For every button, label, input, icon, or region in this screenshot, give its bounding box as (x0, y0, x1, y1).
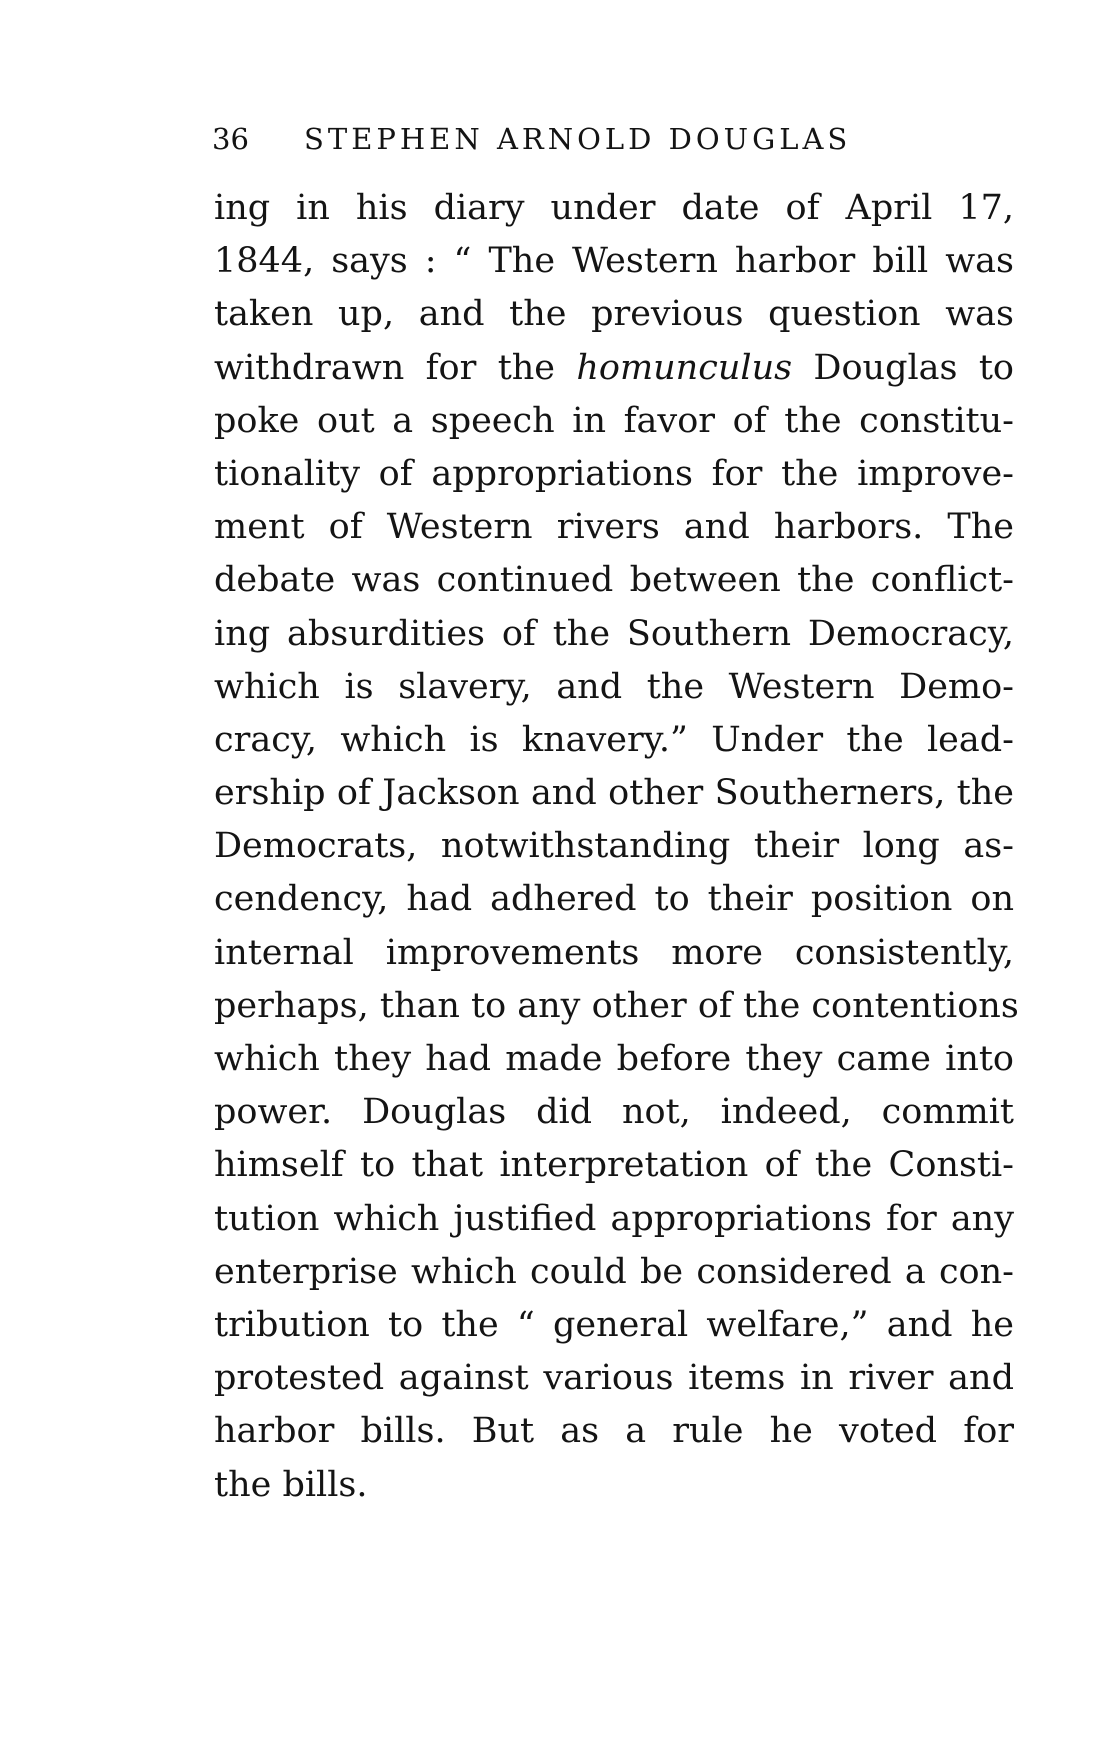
text-line: enterprise which could be considered a con- (214, 1251, 1014, 1292)
text-line: ership of Jackson and other Southerners, the (214, 773, 1014, 814)
text-line: debate was continued between the conflict- (214, 560, 1014, 601)
text-line: 1844, says : “ The Western harbor bill was (214, 241, 1014, 282)
text-line: which is slavery, and the Western Demo- (214, 666, 1014, 707)
text-line: ing absurdities of the Southern Democracy, (214, 613, 1014, 654)
text-line: ing in his diary under date of April 17, (214, 188, 1014, 228)
text-line: the bills. (214, 1464, 368, 1505)
text-run: withdrawn for the (214, 347, 577, 388)
text-line: poke out a speech in favor of the constitu- (214, 400, 1014, 441)
text-line: taken up, and the previous question was (214, 294, 1014, 335)
text-line: tionality of appropriations for the improve- (214, 453, 1014, 494)
text-line: himself to that interpretation of the Consti- (214, 1145, 1014, 1186)
text-line (214, 342, 1014, 395)
text-line: cendency, had adhered to their position on (214, 879, 1014, 920)
text-line: power. Douglas did not, indeed, commit (214, 1092, 1014, 1133)
text-line: harbor bills. But as a rule he voted for (214, 1411, 1014, 1452)
text-line: perhaps, than to any other of the contentions (214, 985, 1019, 1026)
italic-term: homunculus (576, 347, 793, 388)
text-run: Douglas to (792, 347, 1014, 388)
running-head (212, 122, 1012, 162)
text-line: which they had made before they came into (214, 1039, 1014, 1079)
text-line: tution which justified appropriations for any (214, 1198, 1014, 1239)
text-line: cracy, which is knavery.” Under the lead- (214, 719, 1014, 760)
page-number: 36 (212, 122, 249, 156)
text-line: ment of Western rivers and harbors. The (214, 507, 1014, 548)
running-title: STEPHEN ARNOLD DOUGLAS (304, 122, 852, 156)
body-text (214, 182, 1019, 1512)
text-line: internal improvements more consistently, (214, 932, 1014, 973)
text-line: tribution to the “ general welfare,” and he (214, 1304, 1014, 1345)
text-line: Democrats, notwithstanding their long as- (214, 826, 1014, 867)
text-line: protested against various items in river and (214, 1358, 1014, 1399)
